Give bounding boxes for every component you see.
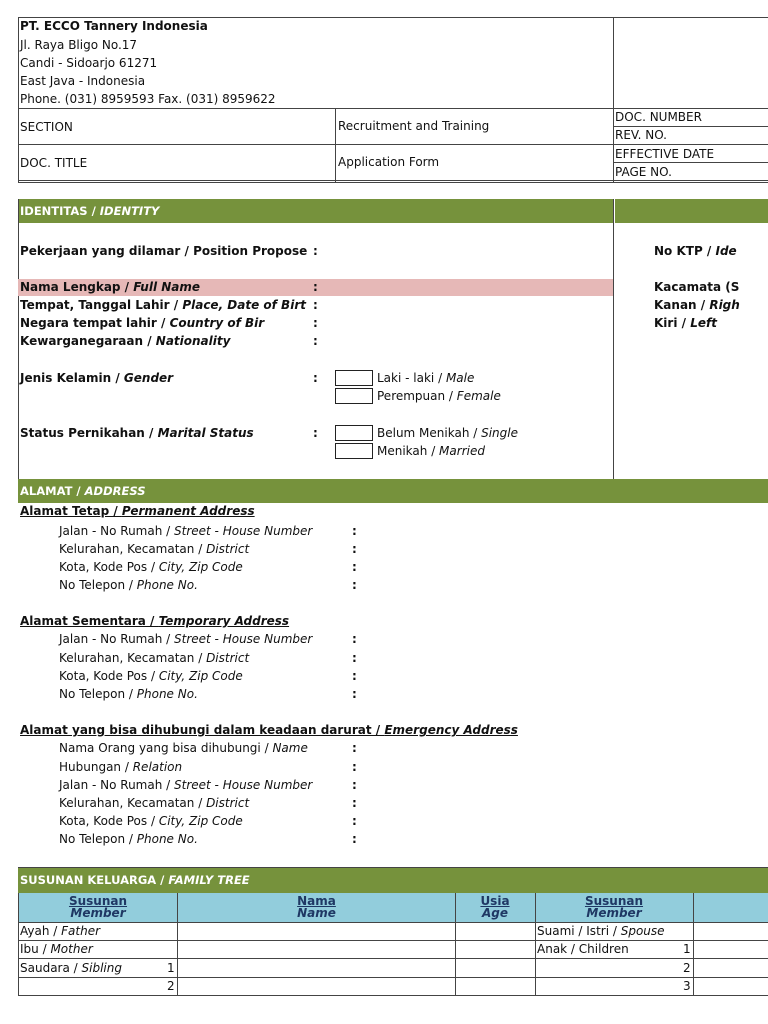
sibling-row-label: Saudara / Sibling <box>20 961 122 975</box>
colon: : <box>352 560 357 574</box>
perm-city-label: Kota, Kode Pos / City, Zip Code <box>59 560 243 574</box>
child-number: 1 <box>683 942 691 956</box>
single-checkbox[interactable] <box>335 425 373 441</box>
company-address-1: Jl. Raya Bligo No.17 <box>20 38 138 52</box>
emer-district-label: Kelurahan, Kecamatan / District <box>59 796 250 810</box>
married-checkbox[interactable] <box>335 443 373 459</box>
section-value: Recruitment and Training <box>338 119 490 133</box>
male-label: Laki - laki / Male <box>377 371 475 385</box>
perm-street-label: Jalan - No Rumah / Street - House Number <box>59 524 313 538</box>
female-label: Perempuan / Female <box>377 389 501 403</box>
doc-title-value: Application Form <box>338 155 440 169</box>
colon: : <box>352 542 357 556</box>
col-member-header: Susunan Member <box>68 894 128 920</box>
emer-street-label: Jalan - No Rumah / Street - House Number <box>59 778 313 792</box>
female-checkbox[interactable] <box>335 388 373 404</box>
emer-phone-label: No Telepon / Phone No. <box>59 832 198 846</box>
effective-date-label: EFFECTIVE DATE <box>615 147 715 161</box>
col-member-header-2: Susunan Member <box>584 894 644 920</box>
spouse-row-label: Suami / Istri / Spouse <box>537 924 665 938</box>
child-number: 2 <box>683 961 691 975</box>
emer-contact-name-label: Nama Orang yang bisa dihubungi / Name <box>59 741 308 755</box>
emer-city-label: Kota, Kode Pos / City, Zip Code <box>59 814 243 828</box>
emer-relation-label: Hubungan / Relation <box>59 760 183 774</box>
colon: : <box>313 426 318 440</box>
male-checkbox[interactable] <box>335 370 373 386</box>
full-name-label: Nama Lengkap / Full Name <box>20 280 201 294</box>
position-propose-label: Pekerjaan yang dilamar / Position Propose <box>20 244 308 258</box>
mother-row-label: Ibu / Mother <box>20 942 93 956</box>
right-eye-label: Kanan / Righ <box>654 298 740 312</box>
sibling-number: 2 <box>167 979 175 993</box>
colon: : <box>313 244 318 258</box>
colon: : <box>352 796 357 810</box>
doc-title-label: DOC. TITLE <box>20 156 88 170</box>
colon: : <box>352 524 357 538</box>
colon: : <box>352 832 357 846</box>
colon: : <box>313 298 318 312</box>
perm-phone-label: No Telepon / Phone No. <box>59 578 198 592</box>
col-name-header: Nama Name <box>297 894 336 920</box>
perm-district-label: Kelurahan, Kecamatan / District <box>59 542 250 556</box>
identity-heading: IDENTITAS / IDENTITY <box>18 199 613 223</box>
single-label: Belum Menikah / Single <box>377 426 518 440</box>
rev-no-label: REV. NO. <box>615 128 667 142</box>
address-heading: ALAMAT / ADDRESS <box>18 479 768 503</box>
birth-label: Tempat, Tanggal Lahir / Place, Date of Birt <box>20 298 306 312</box>
colon: : <box>352 814 357 828</box>
country-label: Negara tempat lahir / Country of Bir <box>20 316 265 330</box>
temporary-address-heading: Alamat Sementara / Temporary Address <box>20 614 290 628</box>
nationality-label: Kewarganegaraan / Nationality <box>20 334 231 348</box>
colon: : <box>352 632 357 646</box>
children-row-label: Anak / Children <box>537 942 629 956</box>
company-address-2: Candi - Sidoarjo 61271 <box>20 56 158 70</box>
doc-number-label: DOC. NUMBER <box>615 110 702 124</box>
colon: : <box>352 669 357 683</box>
colon: : <box>352 760 357 774</box>
col-age-header: Usia Age <box>480 894 510 920</box>
colon: : <box>352 687 357 701</box>
colon: : <box>313 316 318 330</box>
company-name: PT. ECCO Tannery Indonesia <box>20 19 208 33</box>
gender-label: Jenis Kelamin / Gender <box>20 371 174 385</box>
child-number: 3 <box>683 979 691 993</box>
page-no-label: PAGE NO. <box>615 165 672 179</box>
colon: : <box>352 651 357 665</box>
temp-street-label: Jalan - No Rumah / Street - House Number <box>59 632 313 646</box>
marital-label: Status Pernikahan / Marital Status <box>20 426 254 440</box>
colon: : <box>352 578 357 592</box>
section-label: SECTION <box>20 120 73 134</box>
colon: : <box>313 280 318 294</box>
company-address-3: East Java - Indonesia <box>20 74 146 88</box>
permanent-address-heading: Alamat Tetap / Permanent Address <box>20 504 255 518</box>
identity-heading-right <box>615 199 768 223</box>
temp-city-label: Kota, Kode Pos / City, Zip Code <box>59 669 243 683</box>
colon: : <box>313 334 318 348</box>
emergency-address-heading: Alamat yang bisa dihubungi dalam keadaan darurat / Emergency Address <box>20 723 518 737</box>
sibling-number: 1 <box>167 961 175 975</box>
colon: : <box>313 371 318 385</box>
father-row-label: Ayah / Father <box>20 924 101 938</box>
ktp-label: No KTP / Ide <box>654 244 737 258</box>
colon: : <box>352 778 357 792</box>
temp-district-label: Kelurahan, Kecamatan / District <box>59 651 250 665</box>
glasses-label: Kacamata (S <box>654 280 740 294</box>
colon: : <box>352 741 357 755</box>
left-eye-label: Kiri / Left <box>654 316 717 330</box>
married-label: Menikah / Married <box>377 444 485 458</box>
family-heading: SUSUNAN KELUARGA / FAMILY TREE <box>18 868 768 893</box>
temp-phone-label: No Telepon / Phone No. <box>59 687 198 701</box>
company-phone: Phone. (031) 8959593 Fax. (031) 8959622 <box>20 92 276 106</box>
